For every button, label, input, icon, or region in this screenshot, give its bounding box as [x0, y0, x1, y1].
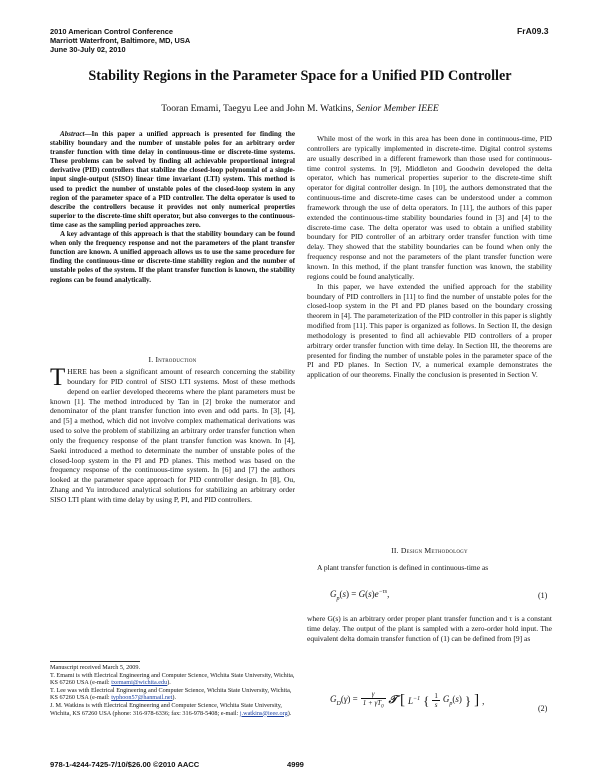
email-link-watkins[interactable]: j.watkins@ieee.org — [239, 709, 288, 717]
email-link-emami[interactable]: txemami@wichita.edu — [111, 679, 168, 687]
drop-cap: T — [50, 364, 66, 391]
intro-paragraph-1: has been a significant amount of research concerning the stability boundary for PID control of SISO LTI systems. Most of these methods depend on earlier developed theorems where the plant parameters must be known [1]. The method introduced by Tan in [2] broke the numerator and denominator of the plant transfer function into even and odd parts. In [3], [4], and [5] a method, which did not involve complex mathematical derivations was used to solve the problem of stabilizing an arbitrary order transfer function when only the frequency response of the plant transfer function was known. In [4], Saeki introduced a method to determinate the number of unstable poles of the closed-loop system in the PI and PD planes. This method was based on the frequency response of the continuous-time system. In [6] and [7] the authors looked at the parameter space approach for PID controller design. In [8], Ou, Zhang and Yu introduced analytical solutions for stabilizing an arbitrary order SISO LTI plant with time delay by using P, PI, and PID controllers. — [50, 367, 295, 504]
footnotes — [50, 664, 295, 717]
conference-venue: Marriott Waterfront, Baltimore, MD, USA — [50, 36, 191, 45]
conference-info — [50, 27, 190, 54]
author-names: Tooran Emami, Taegyu Lee and John M. Watkins, — [161, 103, 354, 114]
footnote-lee: T. Lee was with Electrical Engineering and Computer Science, Wichita State University, Wichita, KS 67260 USA (e-mail: — [50, 686, 292, 702]
abstract-paragraph-1: —In this paper a unified approach is presented for finding the stability boundary and the number of unstable poles for an arbitrary order transfer function with time delay in continuous-time or discrete-time systems. These problems can be solved by finding all achievable proportional integral derivative (PID) controllers that stabilize the closed-loop polynomial of a single-input single-output (SISO) linear time invariant (LTI) system. This method is used to predict the number of unstable poles of the closed-loop system in any region of the parameter space of a PID controller. The delta operator is used to describe the controllers because it provides not only numerical properties superior to the discrete-time shift operator, but also converges to the continuous-time case as the sampling period approaches zero. — [50, 130, 295, 229]
footer-isbn: 978-1-4244-7425-7/10/$26.00 ©2010 AACC — [50, 760, 200, 769]
footnote-watkins: J. M. Watkins is with Electrical Engineering and Computer Science, Wichita State University, Wichita, KS 67260 USA (phone: 316-978-6336; fax: 316-978-5408; e-mail: — [50, 701, 282, 717]
session-code: FrA09.3 — [517, 26, 549, 36]
right-paragraph-2: In this paper, we have extended the unified approach for the stability boundary of PID controllers in [11] to find the number of unstable poles for the closed-loop system in the PI and PD planes based on the boundary crossing theorem in [4]. The parameterization of the PID controller in this paper is slightly modified from [11]. This paper is organized as follows. In Section II, the design methodology is presented to find all achievable PID controllers of a proper arbitrary order transfer function with time delay. In Section III, the theorems are presented for finding the number of unstable poles in the parameter space of the PI and PD planes. In Section IV, a numerical example demonstrates the application of our theorems. Finally the conclusion is presented in Section V. — [307, 281, 552, 380]
introduction-body — [50, 364, 295, 505]
author-membership: Senior Member IEEE — [356, 103, 439, 114]
sec2-heading-text: Design Methodology — [400, 546, 468, 555]
intro-first-word: HERE — [67, 367, 87, 376]
design-intro — [307, 563, 552, 573]
section-heading-design — [307, 546, 552, 555]
author-line — [0, 103, 600, 114]
equation-1-number: (1) — [538, 591, 548, 600]
email-link-lee[interactable]: typhoon57@hanmail.net — [111, 694, 173, 702]
equation-1: $G_p(s) = G(s)e^{-\tau s}$, — [330, 589, 390, 602]
intro-heading-text: Introduction — [155, 355, 197, 364]
conference-name: 2010 American Control Conference — [50, 27, 173, 36]
sec2-heading-number: II. — [391, 546, 399, 555]
conference-dates: June 30-July 02, 2010 — [50, 45, 126, 54]
abstract — [50, 130, 295, 285]
page-number: 4999 — [287, 760, 304, 769]
equation-2: $G_D(\gamma)$ = $\frac{\gamma}{1 + \gamma T_0}$ 𝒯 [ $L^{-1}$ { $\frac{1}{s}$ $G_p(s)$ } ] , — [330, 690, 485, 710]
section-heading-introduction — [50, 355, 295, 364]
design-paragraph-where — [307, 614, 552, 644]
abstract-paragraph-2: A key advantage of this approach is that the stability boundary can be found when only the frequency response and not the parameters of the plant transfer function are known. A unified approach allows us to use the same procedure for finding the continuous-time or discrete-time stability region and the number of unstable poles of the system. If the plant transfer function is known, the stability regions can be found analytically. — [50, 230, 295, 284]
right-paragraph-1: While most of the work in this area has been done in continuous-time, PID controllers are typically implemented in discrete-time. Digital control systems are usually described in a different framework than those used for continuous-time control systems. In [9], Middleton and Goodwin developed the delta operator, which has numerical properties superior to the discrete-time shift operator for digital controller design. In [10], the authors demonstrated that the continuous-time and discrete-time cases can be understood under a common framework through the use of delta operators. In [11], the authors of this paper extended the continuous-time stability boundaries found in [3] and [4] to the discrete-time case. The delta operator was used to obtain a unified stability boundary for PID controller of an arbitrary order transfer function with time delay. They showed that the stability boundaries can be found when only the frequency response and not the parameters of the plant transfer function were known. In this method, if the plant transfer function was known, the stability regions could be found analytically. — [307, 134, 552, 281]
footnote-received: Manuscript received March 5, 2009. — [50, 664, 141, 671]
right-paragraph-4: where G(s) is an arbitrary order proper plant transfer function and τ is a constant time delay. The output of the plant is sampled with a zero-order hold input. The equivalent delta domain transfer function of (1) can be defined from [9] as — [307, 614, 552, 643]
equation-2-number: (2) — [538, 704, 548, 713]
paper-title: Stability Regions in the Parameter Space for a Unified PID Controller — [88, 68, 512, 84]
right-column-text — [307, 134, 552, 380]
equation-2-fraction: $\frac{\gamma}{1 + \gamma T_0}$ — [362, 690, 384, 710]
footnote-rule — [50, 661, 140, 662]
footnote-close: ). — [167, 679, 171, 687]
footnote-close: ). — [172, 694, 177, 702]
intro-heading-number: I. — [148, 355, 154, 364]
right-paragraph-3: A plant transfer function is defined in continuous-time as — [317, 563, 489, 572]
abstract-label: Abstract — [60, 130, 85, 138]
footnote-emami: T. Emami is with Electrical Engineering and Computer Science, Wichita State University, Wichita, KS 67260 USA (e-mail: — [50, 671, 295, 687]
footnote-close: ). — [287, 709, 292, 717]
